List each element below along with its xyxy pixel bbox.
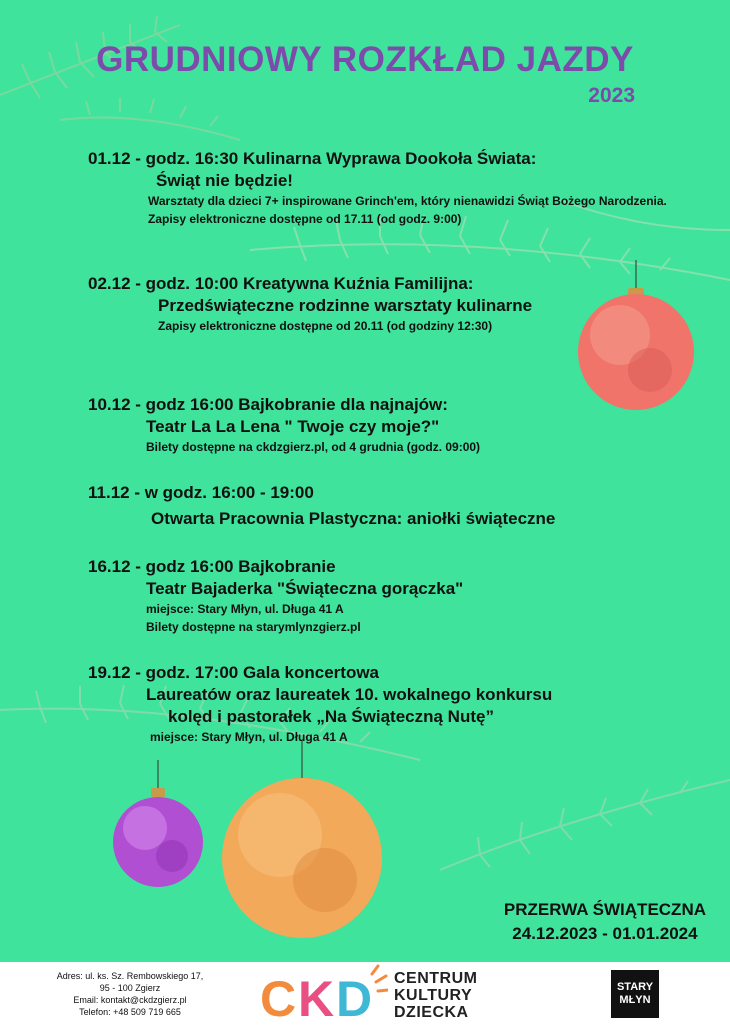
event-detail: miejsce: Stary Młyn, ul. Długa 41 A <box>146 602 344 616</box>
ckd-name-line: KULTURY <box>394 987 473 1004</box>
event-title: Przedświąteczne rodzinne warsztaty kulinarne <box>158 296 533 315</box>
holiday-break <box>504 898 706 946</box>
phone-line: Telefon: +48 509 719 665 <box>79 1007 181 1017</box>
event-detail: Bilety dostępne na ckdzgierz.pl, od 4 grudnia (godz. 09:00) <box>146 440 481 454</box>
ckd-name-line: CENTRUM <box>394 970 478 987</box>
event-10-12 <box>88 394 480 456</box>
footer <box>0 962 730 1032</box>
ckd-logo-k: K <box>298 971 335 1024</box>
event-19-12 <box>88 662 552 746</box>
event-headline: 19.12 - godz. 17:00 Gala koncertowa <box>88 663 380 682</box>
event-title: Świąt nie będzie! <box>156 171 293 190</box>
event-detail: Bilety dostępne na starymlynzgierz.pl <box>146 620 361 634</box>
address-block <box>30 970 230 1018</box>
event-title: Laureatów oraz laureatek 10. wokalnego konkursu <box>146 685 553 704</box>
event-headline: 01.12 - godz. 16:30 Kulinarna Wyprawa Dookoła Świata: <box>88 149 537 168</box>
ckd-logo-d: D <box>336 971 373 1024</box>
address-line: Adres: ul. ks. Sz. Rembowskiego 17, <box>56 971 204 981</box>
event-title: Teatr La La Lena " Twoje czy moje?" <box>146 417 440 436</box>
stary-mlyn-logo <box>611 970 659 1018</box>
poster-title: GRUDNIOWY ROZKŁAD JAZDY <box>96 40 634 79</box>
event-detail: Zapisy elektroniczne dostępne od 20.11 (od godziny 12:30) <box>158 319 493 333</box>
event-02-12 <box>88 273 532 335</box>
stary-mlyn-line: MŁYN <box>619 994 651 1006</box>
holiday-break-dates: 24.12.2023 - 01.01.2024 <box>512 924 698 943</box>
event-16-12 <box>88 556 463 636</box>
ornament-orange <box>222 740 382 938</box>
ornament-purple <box>113 760 203 887</box>
event-title: Teatr Bajaderka "Świąteczna gorączka" <box>146 579 464 598</box>
ckd-logo <box>258 964 388 1024</box>
event-headline: 16.12 - godz 16:00 Bajkobranie <box>88 557 336 576</box>
holiday-break-label: PRZERWA ŚWIĄTECZNA <box>503 900 706 919</box>
email-line: Email: kontakt@ckdzgierz.pl <box>73 995 187 1005</box>
poster-year: 2023 <box>588 84 635 107</box>
ckd-name-line: DZIECKA <box>394 1004 469 1021</box>
event-detail: Warsztaty dla dzieci 7+ inspirowane Grinch'em, który nienawidzi Świąt Bożego Narodzenia. <box>148 194 667 208</box>
stary-mlyn-line: STARY <box>616 981 654 993</box>
event-detail: miejsce: Stary Młyn, ul. Długa 41 A <box>150 730 348 744</box>
event-headline: 11.12 - w godz. 16:00 - 19:00 <box>88 483 314 502</box>
event-11-12 <box>88 482 555 530</box>
ckd-logo-c: C <box>260 971 297 1024</box>
ckd-logo-name <box>394 970 478 1021</box>
ornament-red <box>578 260 694 410</box>
event-headline: 10.12 - godz 16:00 Bajkobranie dla najnajów: <box>88 395 448 414</box>
address-line: 95 - 100 Zgierz <box>99 983 161 993</box>
event-01-12 <box>88 148 667 228</box>
event-title: Otwarta Pracownia Plastyczna: aniołki świąteczne <box>151 509 556 528</box>
event-headline: 02.12 - godz. 10:00 Kreatywna Kuźnia Familijna: <box>88 274 474 293</box>
sun-rays-icon <box>372 966 388 991</box>
pine-branch-bottom-right <box>440 780 730 870</box>
event-title-cont: kolęd i pastorałek „Na Świąteczną Nutę” <box>168 707 494 726</box>
event-detail: Zapisy elektroniczne dostępne od 17.11 (od godz. 9:00) <box>148 212 462 226</box>
